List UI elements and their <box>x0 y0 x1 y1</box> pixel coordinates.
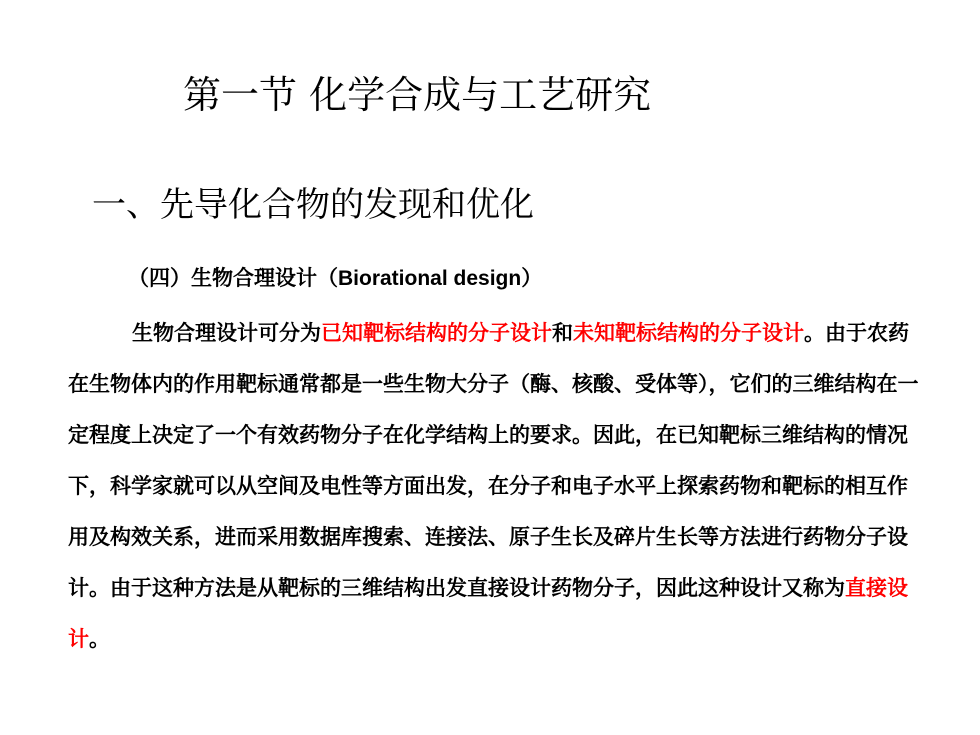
highlight-known-target: 已知靶标结构的分子设计 <box>321 321 552 345</box>
body-paragraph <box>68 308 924 665</box>
para-text-3: 。由于农药在生物体内的作用靶标通常都是一些生物大分子（酶、核酸、受体等），它们的三维结构在一定程度上决定了一个有效药物分子在化学结构上的要求。因此，在已知靶标三维结构的情况下，科学家就可以从空间及电性等方面出发，在分子和电子水平上探索药物和靶标的相互作用及构效关系，进而采用数据库搜索、连接法、原子生长及碎片生长等方法进行药物分子设计。由于这种方法是从靶标的三维结构出发直接设计药物分子，因此这种设计又称为 <box>68 321 919 600</box>
para-text-2: 和 <box>552 321 573 345</box>
highlight-direct-design: 直接设计 <box>68 576 908 651</box>
para-text-1: 生物合理设计可分为 <box>132 321 321 345</box>
highlight-unknown-target: 未知靶标结构的分子设计 <box>573 321 804 345</box>
subsection-english: Biorational design <box>338 267 522 290</box>
para-text-4: 。 <box>89 627 110 651</box>
slide-title: 第一节 化学合成与工艺研究 <box>183 73 652 117</box>
subsection-prefix: （四）生物合理设计（ <box>128 266 338 290</box>
subsection-heading <box>128 262 542 295</box>
section-heading: 一、先导化合物的发现和优化 <box>92 185 534 225</box>
subsection-suffix: ） <box>521 266 543 290</box>
